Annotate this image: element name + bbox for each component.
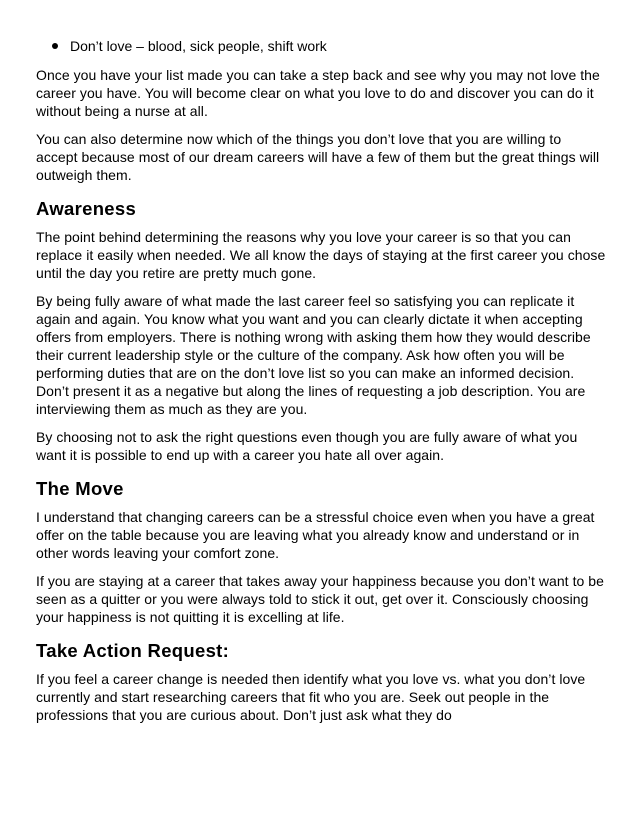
move-paragraph-2: If you are staying at a career that takes away your happiness because you don’t want to be seen as a quitter or you were always told to stick it out, get over it. Consciously choosing your happiness is not quitting it is excelling at life. <box>36 573 604 625</box>
section-awareness <box>36 198 606 464</box>
document-page <box>36 36 606 734</box>
section-take-action <box>36 640 606 724</box>
heading-awareness: Awareness <box>36 198 137 219</box>
awareness-paragraph-1: The point behind determining the reasons why you love your career is so that you can replace it easily when needed. We all know the days of staying at the first career you chose until the day you retire are pretty much gone. <box>36 229 606 281</box>
heading-the-move: The Move <box>36 478 124 499</box>
intro-paragraph-1: Once you have your list made you can take a step back and see why you may not love the career you have. You will become clear on what you love to do and discover you can do it without being a nurse at all. <box>36 67 600 119</box>
awareness-paragraph-2: By being fully aware of what made the last career feel so satisfying you can replicate it again and again. You know what you want and you can clearly dictate it when accepting offers from employers. There is nothing wrong with asking them how they would describe their current leadership style or the culture of the company. Ask how often you will be performing duties that are on the don’t love list so you can make an informed decision. Don’t present it as a negative but along the lines of requesting a job description. You are interviewing them as much as they are you. <box>36 293 591 417</box>
heading-take-action: Take Action Request: <box>36 640 230 661</box>
section-the-move <box>36 478 606 626</box>
intro-paragraph-2: You can also determine now which of the things you don’t love that you are willing to accept because most of our dream careers will have a few of them but the great things will outweigh them. <box>36 131 600 183</box>
list-item-dont-love: Don’t love – blood, sick people, shift work <box>50 36 606 56</box>
dont-love-list <box>36 36 606 56</box>
take-action-paragraph-1: If you feel a career change is needed then identify what you love vs. what you don’t love currently and start researching careers that fit who you are. Seek out people in the professions that you are curious about. Don’t just ask what they do <box>36 671 586 723</box>
move-paragraph-1: I understand that changing careers can be a stressful choice even when you have a great offer on the table because you are leaving what you already know and understand or in other words leaving your comfort zone. <box>36 509 595 561</box>
awareness-paragraph-3: By choosing not to ask the right questions even though you are fully aware of what you want it is possible to end up with a career you hate all over again. <box>36 429 578 463</box>
